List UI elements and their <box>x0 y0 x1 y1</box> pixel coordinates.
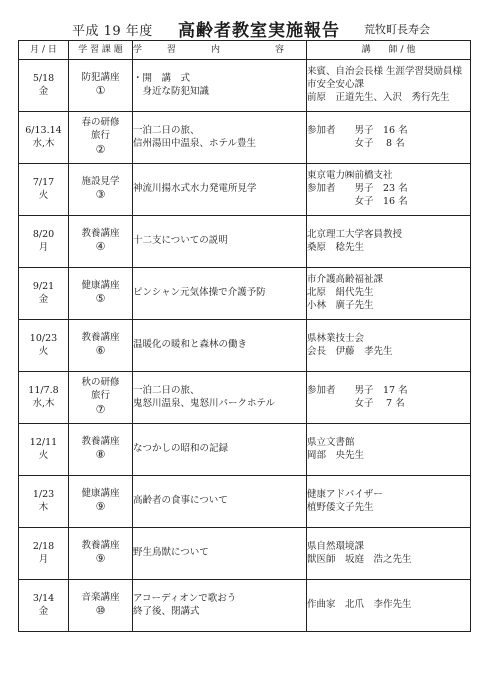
lecturer-line: 作曲家 北爪 李作先生 <box>307 599 412 611</box>
cell-lecturer <box>307 476 471 528</box>
cell-date <box>19 528 69 580</box>
session-number: ⑨ <box>95 500 106 514</box>
cell-course <box>69 424 133 476</box>
session-weekday: 金 <box>38 293 49 305</box>
session-number: ④ <box>95 240 106 254</box>
table-row <box>19 476 471 528</box>
table-row <box>19 372 471 424</box>
session-weekday: 金 <box>38 85 49 97</box>
table-row <box>19 320 471 372</box>
cell-lecturer <box>307 60 471 112</box>
session-number: ⑩ <box>95 604 106 618</box>
cell-course <box>69 164 133 216</box>
cell-content <box>133 268 307 320</box>
lecturer-line: 県自然環境課 <box>307 540 365 552</box>
session-date: 1/23 <box>32 488 55 500</box>
cell-content <box>133 476 307 528</box>
session-number: ⑧ <box>95 448 106 462</box>
cell-content <box>133 424 307 476</box>
lecturer-line: 参加者 男子 16 名 <box>307 124 408 136</box>
session-date: 6/13.14 <box>25 124 62 136</box>
session-number: ① <box>95 84 106 98</box>
cell-lecturer <box>307 528 471 580</box>
content-line: 信州湯田中温泉、ホテル豊生 <box>133 137 257 149</box>
lecturer-line: 植野倭文子先生 <box>307 501 374 513</box>
lecturer-line: 女子 8 名 <box>307 137 405 149</box>
lecturer-line: 北原 絹代先生 <box>307 287 374 299</box>
report-title: 高齢者教室実施報告 <box>178 21 340 41</box>
session-number: ⑦ <box>95 402 106 416</box>
organization-name: 荒牧町長寿会 <box>364 23 430 36</box>
lecturer-line: 健康アドバイザー <box>307 488 383 500</box>
header-date: 月 / 日 <box>19 41 69 60</box>
lecturer-line: 小林 廣子先生 <box>307 299 374 311</box>
lecturer-line: 参加者 男子 23 名 <box>307 183 408 195</box>
lecturer-line: 参加者 男子 17 名 <box>307 384 408 396</box>
session-date: 2/18 <box>32 540 55 552</box>
content-line: 十二支についての説明 <box>133 235 228 247</box>
lecturer-line: 岡部 央先生 <box>307 449 365 461</box>
cell-lecturer <box>307 268 471 320</box>
session-number: ② <box>95 142 106 156</box>
header-content <box>133 41 307 60</box>
lecturer-line: 北京理工大学客員教授 <box>307 228 403 240</box>
lecturer-line: 女子 16 名 <box>307 195 408 207</box>
content-line: 身近な防犯知識 <box>133 85 210 97</box>
session-number: ⑨ <box>95 552 106 566</box>
course-name: 音楽講座 <box>81 591 120 603</box>
course-name: 教養講座 <box>81 227 120 239</box>
content-line: 一泊二日の旅、 <box>133 384 200 396</box>
course-name: 施設見学 <box>81 175 120 187</box>
cell-course <box>69 268 133 320</box>
content-line: 野生鳥獣について <box>133 547 209 559</box>
content-line: 高齢者の食事について <box>133 495 228 507</box>
lecturer-line: 会長 伊藤 孝先生 <box>307 345 393 357</box>
course-name: 旅行 <box>90 390 110 402</box>
cell-lecturer <box>307 424 471 476</box>
lecturer-line: 市介護高齢福祉課 <box>307 274 384 286</box>
table-header-row <box>19 41 471 60</box>
cell-date <box>19 424 69 476</box>
content-line: 神流川揚水式水力発電所見学 <box>133 183 257 195</box>
session-date: 9/21 <box>32 280 55 292</box>
table-body <box>19 60 471 632</box>
header-content-char: 内 <box>211 44 221 55</box>
header-lecturer: 講 師 / 他 <box>307 41 471 60</box>
cell-content <box>133 164 307 216</box>
header-course: 学 習 課 題 <box>69 41 133 60</box>
course-name: 教養講座 <box>81 435 120 447</box>
course-name: 秋の研修 <box>81 377 120 389</box>
session-weekday: 水,木 <box>32 137 55 149</box>
session-weekday: 水,木 <box>32 397 55 409</box>
cell-content <box>133 320 307 372</box>
course-name: 防犯講座 <box>81 71 120 83</box>
session-weekday: 火 <box>38 449 49 461</box>
header-content-char: 学 <box>133 44 143 55</box>
lecturer-line: 県林業技士会 <box>307 332 365 344</box>
session-date: 7/17 <box>32 176 55 188</box>
cell-course <box>69 580 133 632</box>
session-date: 5/18 <box>32 72 55 84</box>
course-name: 教養講座 <box>81 331 120 343</box>
cell-content <box>133 372 307 424</box>
session-weekday: 月 <box>38 241 49 253</box>
session-date: 10/23 <box>29 332 58 344</box>
lecturer-line: 女子 7 名 <box>307 397 405 409</box>
content-line: 温暖化の暖和と森林の働き <box>133 339 248 351</box>
report-table <box>18 40 471 632</box>
content-line: 鬼怒川温泉、鬼怒川パークホテル <box>133 397 276 409</box>
session-weekday: 火 <box>38 345 49 357</box>
session-date: 8/20 <box>32 228 55 240</box>
cell-date <box>19 164 69 216</box>
table-row <box>19 268 471 320</box>
session-weekday: 火 <box>38 189 49 201</box>
lecturer-line: 県立文書館 <box>307 436 355 448</box>
cell-date <box>19 268 69 320</box>
table-row <box>19 164 471 216</box>
cell-date <box>19 216 69 268</box>
header-content-char: 習 <box>167 44 177 55</box>
session-number: ⑤ <box>95 292 106 306</box>
session-date: 11/7.8 <box>28 384 59 396</box>
content-line: なつかしの昭和の記録 <box>133 443 229 455</box>
lecturer-line: 獣医師 坂庭 浩之先生 <box>307 553 412 565</box>
cell-course <box>69 372 133 424</box>
cell-lecturer <box>307 112 471 164</box>
cell-date <box>19 476 69 528</box>
cell-lecturer <box>307 216 471 268</box>
cell-date <box>19 320 69 372</box>
session-weekday: 金 <box>38 605 49 617</box>
cell-date <box>19 372 69 424</box>
cell-lecturer <box>307 320 471 372</box>
cell-course <box>69 112 133 164</box>
lecturer-line: 東京電力㈱前橋支社 <box>307 170 393 182</box>
cell-course <box>69 476 133 528</box>
lecturer-line: 来賓、自治会長様 生涯学習奨励員様 <box>307 66 463 78</box>
session-weekday: 月 <box>38 553 49 565</box>
cell-content <box>133 528 307 580</box>
course-name: 教養講座 <box>81 539 120 551</box>
table-row <box>19 528 471 580</box>
session-number: ⑥ <box>95 344 106 358</box>
lecturer-line: 桑原 稔先生 <box>307 241 365 253</box>
cell-content <box>133 216 307 268</box>
cell-lecturer <box>307 580 471 632</box>
table-row <box>19 60 471 112</box>
table-row <box>19 424 471 476</box>
course-name: 旅行 <box>90 130 110 142</box>
session-date: 3/14 <box>32 592 55 604</box>
content-line: ピンシャン元気体操で介護予防 <box>133 287 266 299</box>
content-line: 終了後、閉講式 <box>133 605 200 617</box>
table-row <box>19 112 471 164</box>
session-number: ③ <box>95 188 106 202</box>
cell-course <box>69 216 133 268</box>
cell-lecturer <box>307 372 471 424</box>
cell-content <box>133 580 307 632</box>
cell-content <box>133 60 307 112</box>
content-line: 一泊二日の旅、 <box>133 124 200 136</box>
course-name: 健康講座 <box>81 279 120 291</box>
content-line: ・開 講 式 <box>133 72 191 84</box>
lecturer-line: 市安全安心課 <box>307 79 365 91</box>
cell-content <box>133 112 307 164</box>
cell-date <box>19 112 69 164</box>
cell-date <box>19 580 69 632</box>
course-name: 健康講座 <box>81 487 120 499</box>
lecturer-line: 前原 正道先生、入沢 秀行先生 <box>307 91 450 103</box>
header-content-char: 容 <box>275 44 285 55</box>
table-row <box>19 580 471 632</box>
session-date: 12/11 <box>29 436 58 448</box>
course-name: 春の研修 <box>81 117 120 129</box>
cell-lecturer <box>307 164 471 216</box>
cell-course <box>69 528 133 580</box>
cell-course <box>69 320 133 372</box>
fiscal-year: 平成 19 年度 <box>72 24 153 39</box>
cell-date <box>19 60 69 112</box>
table-row <box>19 216 471 268</box>
session-weekday: 木 <box>38 501 49 513</box>
cell-course <box>69 60 133 112</box>
content-line: アコーディオンで歌おう <box>133 592 237 604</box>
